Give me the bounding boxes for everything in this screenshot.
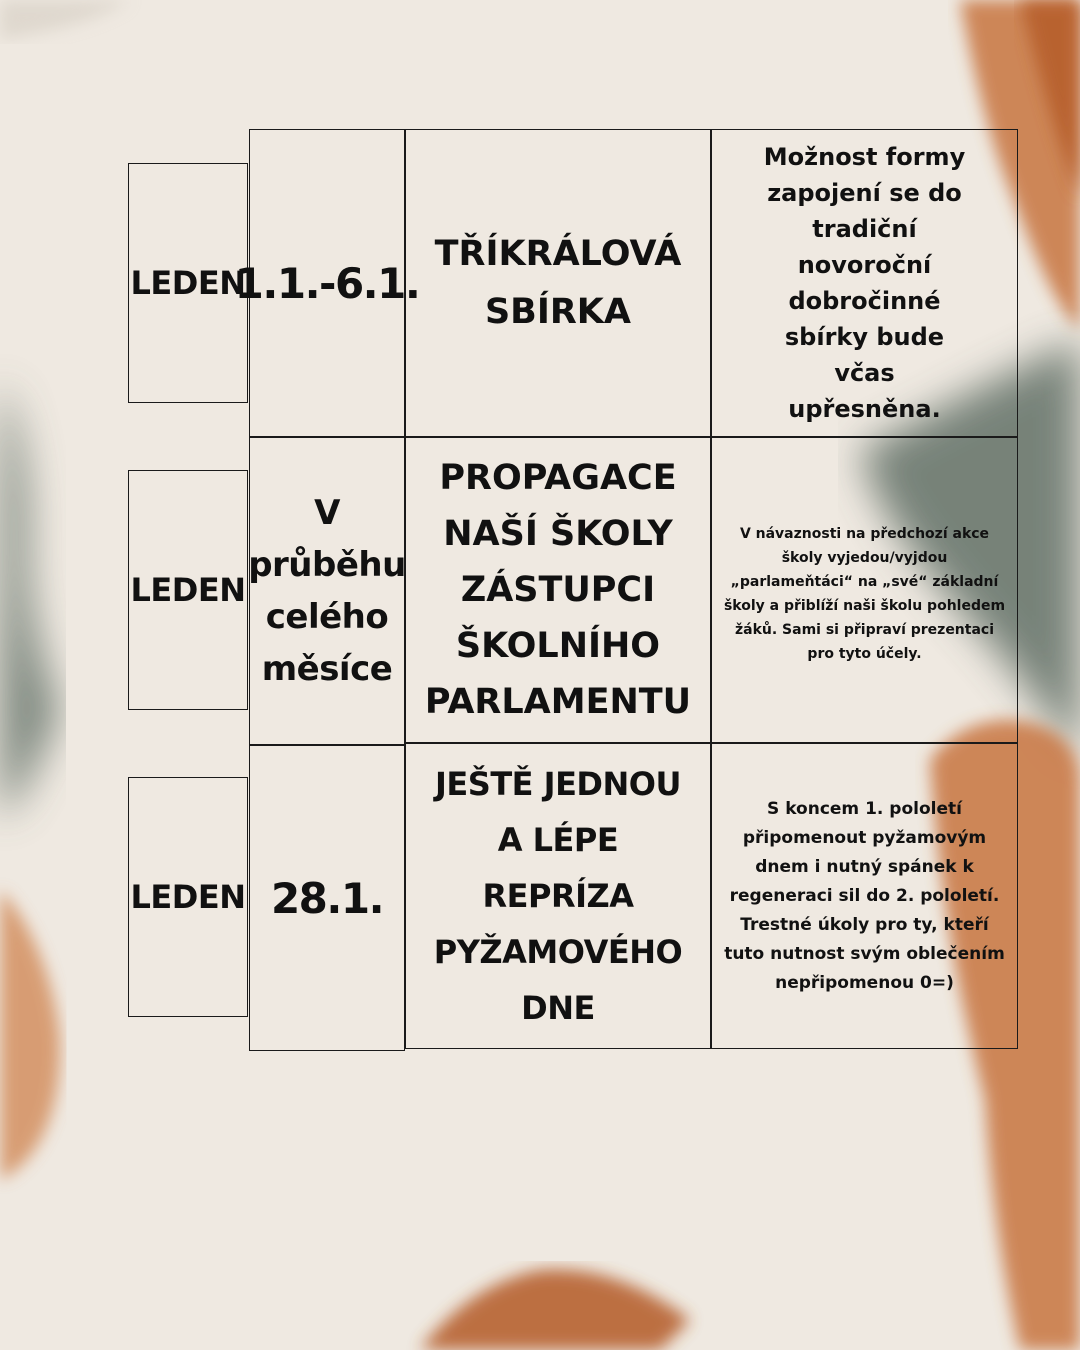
month-cell-2 [128, 470, 248, 710]
month-label: LEDEN [130, 878, 246, 916]
note-cell-2 [711, 437, 1018, 743]
date-label: V průběhu celého měsíce [248, 493, 406, 689]
month-label: LEDEN [130, 571, 246, 609]
event-cell-3 [405, 743, 711, 1049]
event-title: PROPAGACE NAŠÍ ŠKOLY ZÁSTUPCI ŠKOLNÍHO PARLAMENTU [424, 458, 692, 722]
date-cell-1 [234, 129, 420, 437]
note-text: Možnost formy zapojení se do tradiční novoroční dobročinné sbírky bude včas upřesněna. [763, 143, 966, 423]
month-cell-1 [128, 163, 248, 403]
month-cell-3 [128, 777, 248, 1017]
event-cell-2 [405, 437, 711, 743]
event-title: JEŠTĚ JEDNOU A LÉPE REPRÍZA PYŽAMOVÉHO DNE [433, 765, 683, 1027]
event-title: TŘÍKRÁLOVÁ SBÍRKA [434, 234, 682, 332]
note-text: V návaznosti na předchozí akce školy vyjedou/vyjdou „parlameňtáci“ na „své“ základní školy a přiblíží naši školu pohledem žáků. Sami si připraví prezentaci pro tyto účely. [723, 526, 1006, 662]
date-cell-3 [249, 745, 405, 1051]
month-label: LEDEN [130, 264, 246, 302]
date-label: 1.1.-6.1. [234, 258, 420, 308]
note-cell-1 [711, 129, 1018, 437]
note-cell-3 [711, 743, 1018, 1049]
date-label: 28.1. [270, 873, 384, 923]
event-cell-1 [405, 129, 711, 437]
date-cell-2 [249, 437, 405, 745]
note-text: S koncem 1. pololetí připomenout pyžamovým dnem i nutný spánek k regeneraci sil do 2. pololetí. Trestné úkoly pro ty, kteří tuto nutnost svým oblečením nepřipomenou 0=) [724, 798, 1005, 993]
